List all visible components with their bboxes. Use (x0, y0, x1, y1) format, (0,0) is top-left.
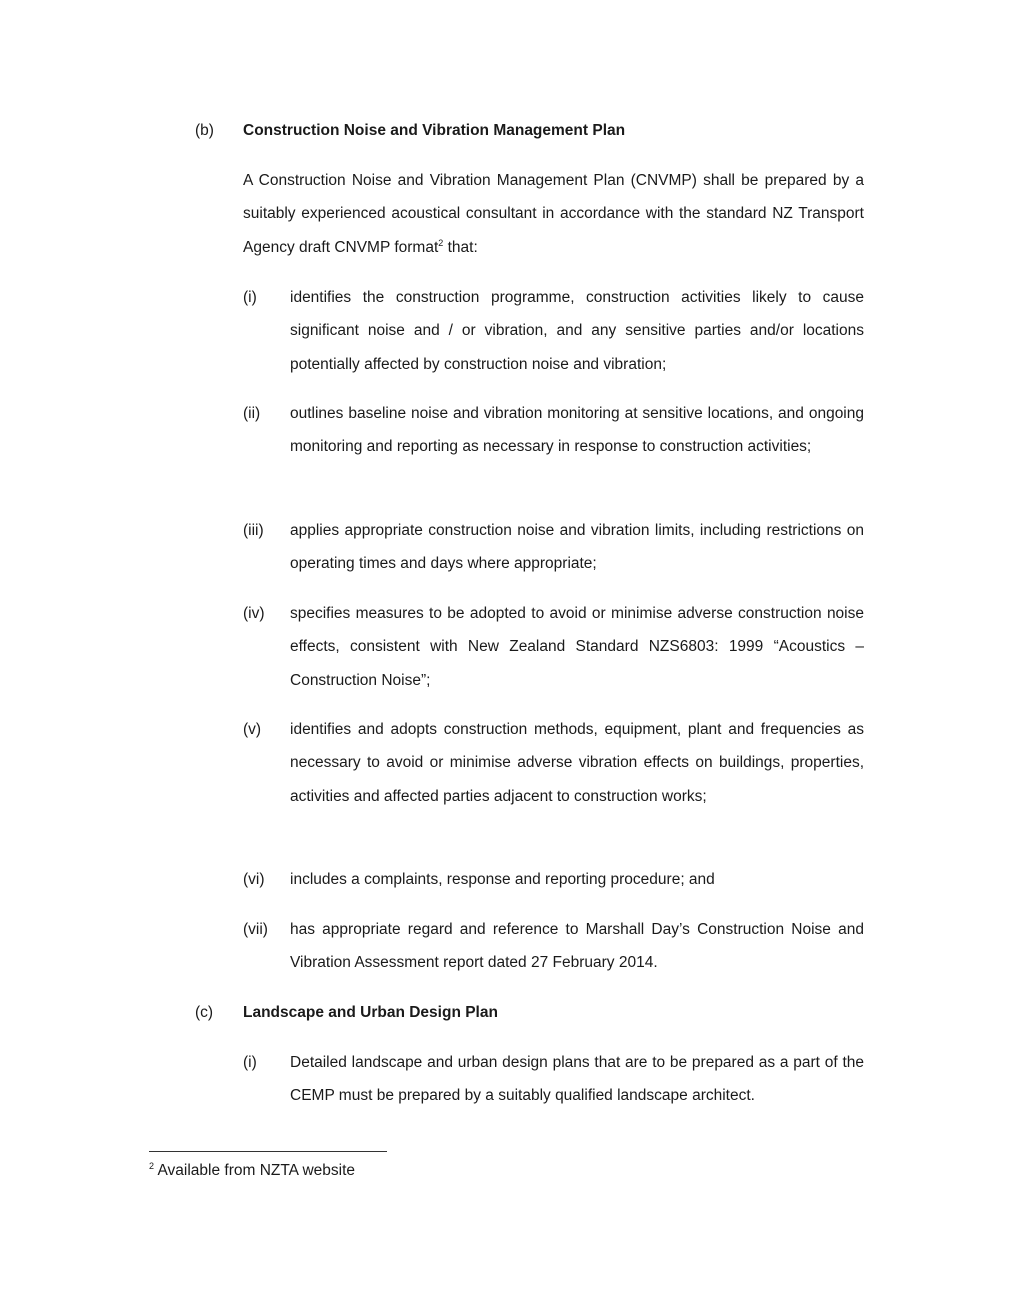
intro-paragraph (243, 164, 864, 264)
item-label: (v) (243, 721, 262, 738)
item-text: has appropriate regard and reference to Marshall Day’s Construction Noise and Vibration Assessment report dated 27 February 2014. (290, 921, 864, 972)
item-text: identifies and adopts construction methods, equipment, plant and frequencies as necessary to avoid or minimise adverse vibration effects on buildings, properties, activities and affected parties adjacent to construction works; (290, 721, 864, 805)
footnote-text: Available from NZTA website (157, 1162, 356, 1179)
item-text: identifies the construction programme, construction activities likely to cause significant noise and / or vibration, and any sensitive parties and/or locations potentially affected by construction noise and vibration; (290, 289, 864, 373)
footnote (149, 1161, 355, 1181)
item-label: (iv) (243, 605, 265, 622)
item-label: (i) (243, 289, 257, 306)
footnote-reference: 2 (438, 237, 444, 248)
item-text: Detailed landscape and urban design plans that are to be prepared as a part of the CEMP must be prepared by a suitably qualified landscape architect. (290, 1054, 864, 1105)
item-label: (i) (243, 1054, 257, 1071)
item-label: (vii) (243, 921, 268, 938)
section-heading: Landscape and Urban Design Plan (243, 1004, 498, 1021)
item-text: specifies measures to be adopted to avoid or minimise adverse construction noise effects, consistent with New Zealand Standard NZS6803: 1999 “Acoustics – Construction Noise”; (290, 605, 864, 689)
section-heading: Construction Noise and Vibration Management Plan (243, 122, 626, 139)
footnote-separator (149, 1151, 387, 1152)
item-label: (ii) (243, 405, 261, 422)
intro-text: A Construction Noise and Vibration Management Plan (CNVMP) shall be prepared by a suitably experienced acoustical consultant in accordance with the standard NZ Transport Agency draft CNVMP format (243, 172, 864, 256)
section-b-heading-row (0, 114, 1012, 148)
item-text: outlines baseline noise and vibration monitoring at sensitive locations, and ongoing monitoring and reporting as necessary in response to construction activities; (290, 405, 864, 456)
section-label: (b) (195, 122, 214, 139)
footnote-number: 2 (149, 1160, 155, 1171)
intro-text-end: that: (443, 238, 478, 256)
item-text: includes a complaints, response and reporting procedure; and (290, 871, 715, 888)
item-label: (iii) (243, 522, 264, 539)
section-c-heading-row (0, 996, 1012, 1030)
item-text: applies appropriate construction noise and vibration limits, including restrictions on operating times and days where appropriate; (290, 522, 864, 573)
item-label: (vi) (243, 871, 265, 888)
section-label: (c) (195, 1004, 214, 1021)
